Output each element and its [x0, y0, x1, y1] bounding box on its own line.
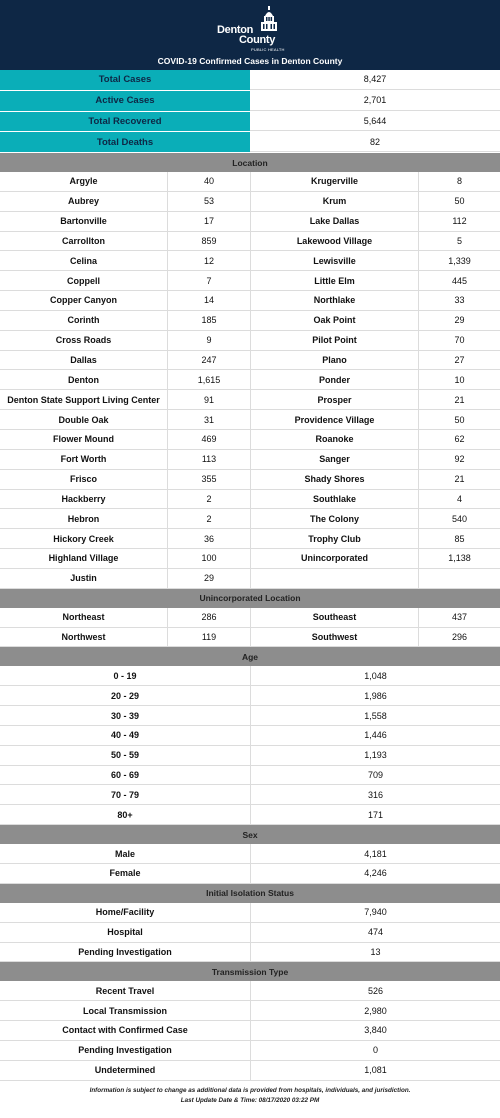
table-row — [0, 726, 500, 746]
summary-value: 5,644 — [250, 112, 500, 132]
case-count: 1,138 — [418, 549, 500, 568]
case-count: 1,986 — [250, 686, 500, 705]
place-name: Krum — [250, 192, 418, 211]
logo-word-public-health: PUBLIC HEALTH — [251, 47, 285, 52]
place-name: Frisco — [69, 474, 97, 485]
table-row — [0, 490, 500, 510]
category-label: 70 - 79 — [110, 789, 140, 800]
category-label: Recent Travel — [95, 985, 155, 996]
table-row — [0, 903, 500, 923]
place-name: Pilot Point — [250, 331, 418, 350]
table-row — [0, 172, 500, 192]
table-row — [0, 805, 500, 825]
case-count: 469 — [167, 430, 250, 449]
summary-value: 8,427 — [250, 70, 500, 90]
category-label: 30 - 39 — [110, 710, 140, 721]
case-count: 27 — [418, 351, 500, 370]
category-label: Local Transmission — [82, 1005, 168, 1016]
table-row — [0, 981, 500, 1001]
table-row — [0, 746, 500, 766]
logo-word-county: County — [239, 34, 276, 46]
category-label: Undetermined — [94, 1065, 156, 1076]
table-row — [0, 569, 500, 589]
case-count: 859 — [167, 232, 250, 251]
place-name: Copper Canyon — [49, 295, 117, 306]
case-count: 36 — [167, 529, 250, 548]
table-row — [0, 529, 500, 549]
category-label: Hospital — [107, 927, 143, 938]
place-name: Plano — [250, 351, 418, 370]
place-name: Lewisville — [250, 251, 418, 270]
table-row — [0, 1001, 500, 1021]
place-name: Denton — [68, 374, 99, 385]
table-row — [0, 212, 500, 232]
summary-row — [0, 70, 500, 91]
unincorporated-section — [0, 589, 500, 648]
category-label: 40 - 49 — [110, 730, 140, 741]
table-row — [0, 943, 500, 963]
place-name: Corinth — [67, 315, 100, 326]
case-count: 1,048 — [250, 666, 500, 685]
place-name: Aubrey — [67, 196, 99, 207]
place-name: Argyle — [69, 176, 98, 187]
case-count: 445 — [418, 271, 500, 290]
case-count: 13 — [250, 943, 500, 962]
section-header-location: Location — [0, 153, 500, 172]
age-section — [0, 647, 500, 825]
place-name: Southlake — [250, 490, 418, 509]
table-row — [0, 251, 500, 271]
location-table — [0, 172, 500, 589]
case-count: 7 — [167, 271, 250, 290]
logo-word-denton: Denton — [217, 24, 254, 36]
category-label: Pending Investigation — [78, 946, 172, 957]
place-name: Shady Shores — [250, 470, 418, 489]
case-count: 50 — [418, 192, 500, 211]
footer-updated: Last Update Date & Time: 08/17/2020 03:22 PM — [180, 1096, 320, 1104]
place-name: Fort Worth — [60, 454, 107, 465]
case-count: 92 — [418, 450, 500, 469]
category-label: 20 - 29 — [110, 690, 140, 701]
table-row — [0, 430, 500, 450]
case-count: 31 — [167, 410, 250, 429]
table-row — [0, 311, 500, 331]
place-name: Bartonville — [60, 216, 107, 227]
case-count: 1,081 — [250, 1061, 500, 1080]
case-count: 21 — [418, 470, 500, 489]
case-count: 8 — [418, 172, 500, 191]
place-name: Northeast — [62, 612, 105, 623]
summary-row — [0, 132, 500, 153]
category-label: 60 - 69 — [110, 770, 140, 781]
case-count: 17 — [167, 212, 250, 231]
table-row — [0, 271, 500, 291]
table-row — [0, 766, 500, 786]
case-count: 247 — [167, 351, 250, 370]
summary-value: 82 — [250, 132, 500, 152]
place-name: Highland Village — [48, 553, 119, 564]
case-count: 85 — [418, 529, 500, 548]
category-label: Male — [114, 848, 135, 859]
case-count: 316 — [250, 785, 500, 804]
table-row — [0, 390, 500, 410]
case-count: 21 — [418, 390, 500, 409]
summary-label: Total Deaths — [0, 132, 250, 152]
table-row — [0, 232, 500, 252]
case-count: 12 — [167, 251, 250, 270]
place-name: Krugerville — [250, 172, 418, 191]
place-name: Prosper — [250, 390, 418, 409]
summary-value: 2,701 — [250, 91, 500, 111]
category-label: 50 - 59 — [110, 750, 140, 761]
case-count: 540 — [418, 509, 500, 528]
case-count: 474 — [250, 923, 500, 942]
place-name: Denton State Support Living Center — [7, 394, 160, 405]
transmission-table — [0, 981, 500, 1080]
case-count: 10 — [418, 370, 500, 389]
category-label: Contact with Confirmed Case — [62, 1025, 188, 1036]
category-label: Pending Investigation — [78, 1045, 172, 1056]
place-name: The Colony — [250, 509, 418, 528]
place-name: Lake Dallas — [250, 212, 418, 231]
table-row — [0, 628, 500, 648]
case-count: 1,193 — [250, 746, 500, 765]
case-count: 3,840 — [250, 1021, 500, 1040]
table-row — [0, 331, 500, 351]
case-count: 4,246 — [250, 864, 500, 883]
case-count: 185 — [167, 311, 250, 330]
case-count: 9 — [167, 331, 250, 350]
case-count: 296 — [418, 628, 500, 647]
place-name: Hickory Creek — [53, 533, 114, 544]
place-name: Double Oak — [58, 414, 109, 425]
case-count: 62 — [418, 430, 500, 449]
case-count — [418, 569, 500, 588]
footer-note: Information is subject to change as additional data is provided from hospitals, individuals, and jurisdiction. — [89, 1086, 411, 1094]
place-name: Little Elm — [250, 271, 418, 290]
denton-county-logo — [215, 6, 295, 50]
case-count: 0 — [250, 1041, 500, 1060]
transmission-section — [0, 962, 500, 1080]
place-name: Trophy Club — [250, 529, 418, 548]
case-count: 4,181 — [250, 844, 500, 863]
place-name: Southwest — [250, 628, 418, 647]
case-count: 2,980 — [250, 1001, 500, 1020]
category-label: Female — [109, 868, 141, 879]
case-count: 171 — [250, 805, 500, 824]
age-table — [0, 666, 500, 825]
unincorporated-table — [0, 608, 500, 648]
summary-row — [0, 112, 500, 133]
table-row — [0, 509, 500, 529]
case-count: 91 — [167, 390, 250, 409]
place-name: Hebron — [67, 513, 100, 524]
category-label: 0 - 19 — [113, 670, 137, 681]
case-count: 709 — [250, 766, 500, 785]
place-name: Providence Village — [250, 410, 418, 429]
place-name: Coppell — [67, 275, 100, 286]
section-header-unincorporated: Unincorporated Location — [0, 589, 500, 608]
header-banner — [0, 0, 500, 70]
case-count: 437 — [418, 608, 500, 627]
page-title: COVID-19 Confirmed Cases in Denton County — [157, 56, 343, 66]
case-count: 1,339 — [418, 251, 500, 270]
table-row — [0, 844, 500, 864]
case-count: 29 — [167, 569, 250, 588]
table-row — [0, 666, 500, 686]
section-header-isolation: Initial Isolation Status — [0, 884, 500, 903]
case-count: 70 — [418, 331, 500, 350]
summary-table — [0, 70, 500, 153]
table-row — [0, 192, 500, 212]
place-name: Flower Mound — [53, 434, 114, 445]
table-row — [0, 1041, 500, 1061]
case-count: 7,940 — [250, 903, 500, 922]
case-count: 1,446 — [250, 726, 500, 745]
place-name: Roanoke — [250, 430, 418, 449]
case-count: 1,558 — [250, 706, 500, 725]
category-label: Home/Facility — [95, 907, 155, 918]
case-count: 119 — [167, 628, 250, 647]
section-header-age: Age — [0, 647, 500, 666]
isolation-section — [0, 884, 500, 963]
case-count: 4 — [418, 490, 500, 509]
table-row — [0, 706, 500, 726]
case-count: 2 — [167, 509, 250, 528]
table-row — [0, 923, 500, 943]
case-count: 526 — [250, 981, 500, 1000]
section-header-sex: Sex — [0, 825, 500, 844]
case-count: 1,615 — [167, 370, 250, 389]
case-count: 2 — [167, 490, 250, 509]
place-name: Dallas — [70, 355, 97, 366]
place-name: Sanger — [250, 450, 418, 469]
case-count: 33 — [418, 291, 500, 310]
sex-table — [0, 844, 500, 884]
case-count: 355 — [167, 470, 250, 489]
summary-label: Total Cases — [0, 70, 250, 90]
table-row — [0, 291, 500, 311]
place-name — [250, 569, 418, 588]
table-row — [0, 549, 500, 569]
summary-label: Total Recovered — [0, 112, 250, 132]
table-row — [0, 370, 500, 390]
summary-label: Active Cases — [0, 91, 250, 111]
table-row — [0, 351, 500, 371]
table-row — [0, 470, 500, 490]
place-name: Hackberry — [61, 493, 106, 504]
courthouse-icon — [259, 6, 279, 32]
case-count: 113 — [167, 450, 250, 469]
category-label: 80+ — [117, 809, 133, 820]
place-name: Celina — [69, 255, 97, 266]
place-name: Ponder — [250, 370, 418, 389]
place-name: Northlake — [250, 291, 418, 310]
place-name: Cross Roads — [55, 335, 112, 346]
table-row — [0, 686, 500, 706]
section-header-transmission: Transmission Type — [0, 962, 500, 981]
case-count: 100 — [167, 549, 250, 568]
case-count: 14 — [167, 291, 250, 310]
case-count: 53 — [167, 192, 250, 211]
footer — [0, 1081, 500, 1106]
place-name: Unincorporated — [250, 549, 418, 568]
isolation-table — [0, 903, 500, 963]
location-section — [0, 153, 500, 589]
table-row — [0, 785, 500, 805]
sex-section — [0, 825, 500, 884]
place-name: Southeast — [250, 608, 418, 627]
place-name: Carrollton — [61, 235, 105, 246]
table-row — [0, 410, 500, 430]
table-row — [0, 450, 500, 470]
table-row — [0, 1061, 500, 1081]
case-count: 40 — [167, 172, 250, 191]
table-row — [0, 608, 500, 628]
summary-row — [0, 91, 500, 112]
case-count: 50 — [418, 410, 500, 429]
case-count: 5 — [418, 232, 500, 251]
case-count: 286 — [167, 608, 250, 627]
case-count: 112 — [418, 212, 500, 231]
place-name: Lakewood Village — [250, 232, 418, 251]
place-name: Northwest — [61, 631, 106, 642]
table-row — [0, 864, 500, 884]
case-count: 29 — [418, 311, 500, 330]
place-name: Oak Point — [250, 311, 418, 330]
place-name: Justin — [70, 573, 97, 584]
table-row — [0, 1021, 500, 1041]
